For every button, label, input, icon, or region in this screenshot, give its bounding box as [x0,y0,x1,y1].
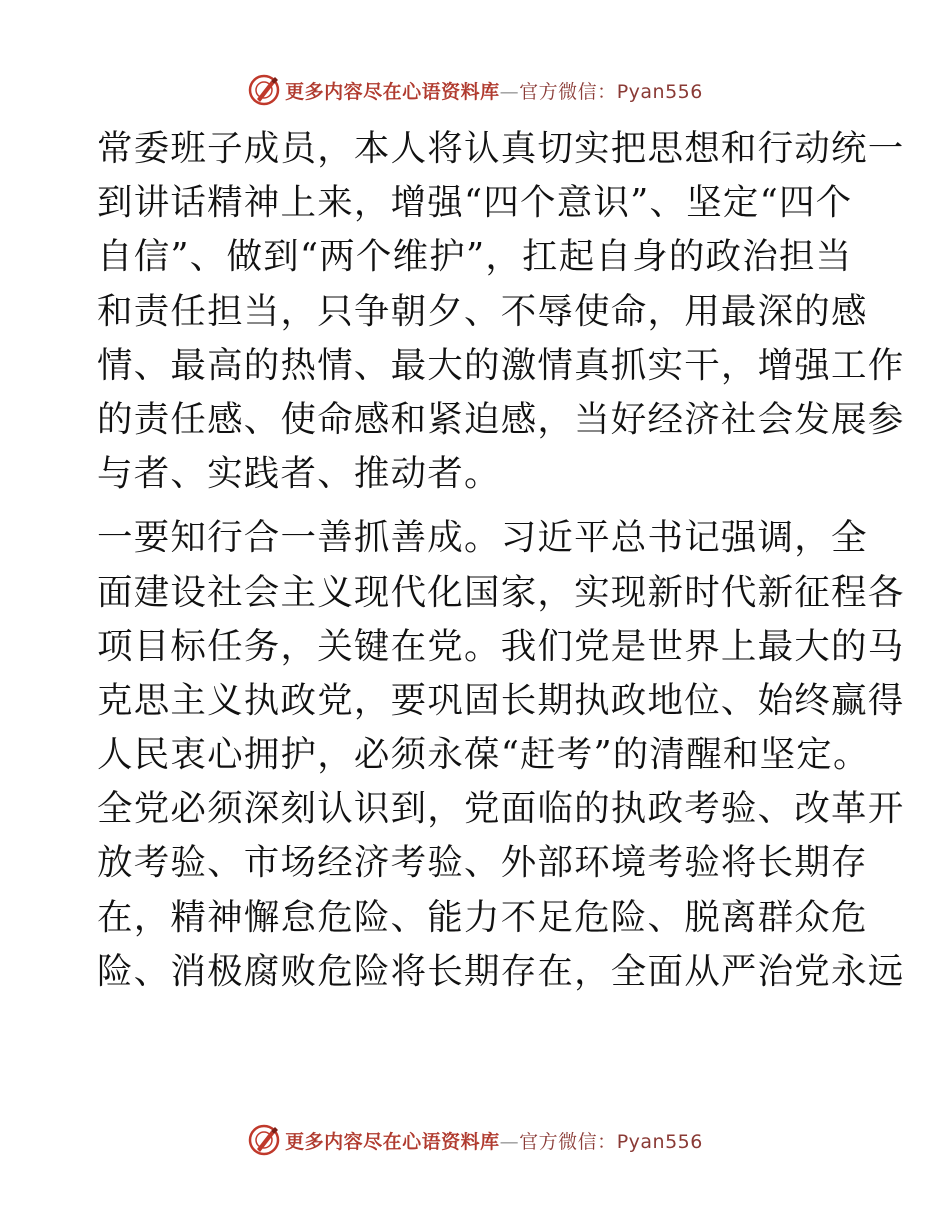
text-line: 在，精神懈怠危险、能力不足危险、脱离群众危 [97,896,868,938]
text-line: 到讲话精神上来，增强“四个意识”、坚定“四个 [97,182,853,224]
text-line: 全党必须深刻认识到，党面临的执政考验、改革开 [97,788,905,830]
text-line: 险、消极腐败危险将长期存在，全面从严治党永远 [97,950,905,992]
text-line: 的责任感、使命感和紧迫感，当好经济社会发展参 [97,398,905,440]
text-line: 自信”、做到“两个维护”，扛起自身的政治担当 [97,236,853,278]
watermark-wechat-id: Pyan556 [616,80,703,103]
watermark-promo: 更多内容尽在心语资料库 [285,80,500,103]
text-line: 克思主义执政党，要巩固长期执政地位、始终赢得 [97,679,905,721]
text-line: 与者、实践者、推动者。 [97,453,501,495]
text-line: 项目标任务，关键在党。我们党是世界上最大的马 [97,625,905,667]
watermark-text [285,77,703,104]
text-line: 常委班子成员，本人将认真切实把思想和行动统一 [97,128,905,169]
text-line: 和责任担当，只争朝夕、不辱使命，用最深的感 [97,290,868,332]
logo-icon [247,73,281,107]
watermark-text [285,1127,703,1154]
watermark-promo: 更多内容尽在心语资料库 [285,1130,500,1153]
paragraph-1 [97,122,905,501]
watermark-dash: — [499,1130,520,1153]
document-body [97,122,905,999]
header-watermark [0,70,950,110]
watermark-wechat-label: 官方微信： [519,80,617,103]
watermark-dash: — [499,80,520,103]
text-line: 面建设社会主义现代化国家，实现新时代新征程各 [97,571,905,613]
footer-watermark [0,1120,950,1160]
watermark-wechat-label: 官方微信： [519,1130,617,1153]
text-line: 人民衷心拥护，必须永葆“赶考”的清醒和坚定。 [97,734,870,776]
paragraph-2 [97,511,905,999]
logo-icon [247,1123,281,1157]
text-line: 一要知行合一善抓善成。习近平总书记强调，全 [97,517,868,559]
text-line: 情、最高的热情、最大的激情真抓实干，增强工作 [97,344,905,386]
text-line: 放考验、市场经济考验、外部环境考验将长期存 [97,842,868,884]
watermark-wechat-id: Pyan556 [616,1130,703,1153]
